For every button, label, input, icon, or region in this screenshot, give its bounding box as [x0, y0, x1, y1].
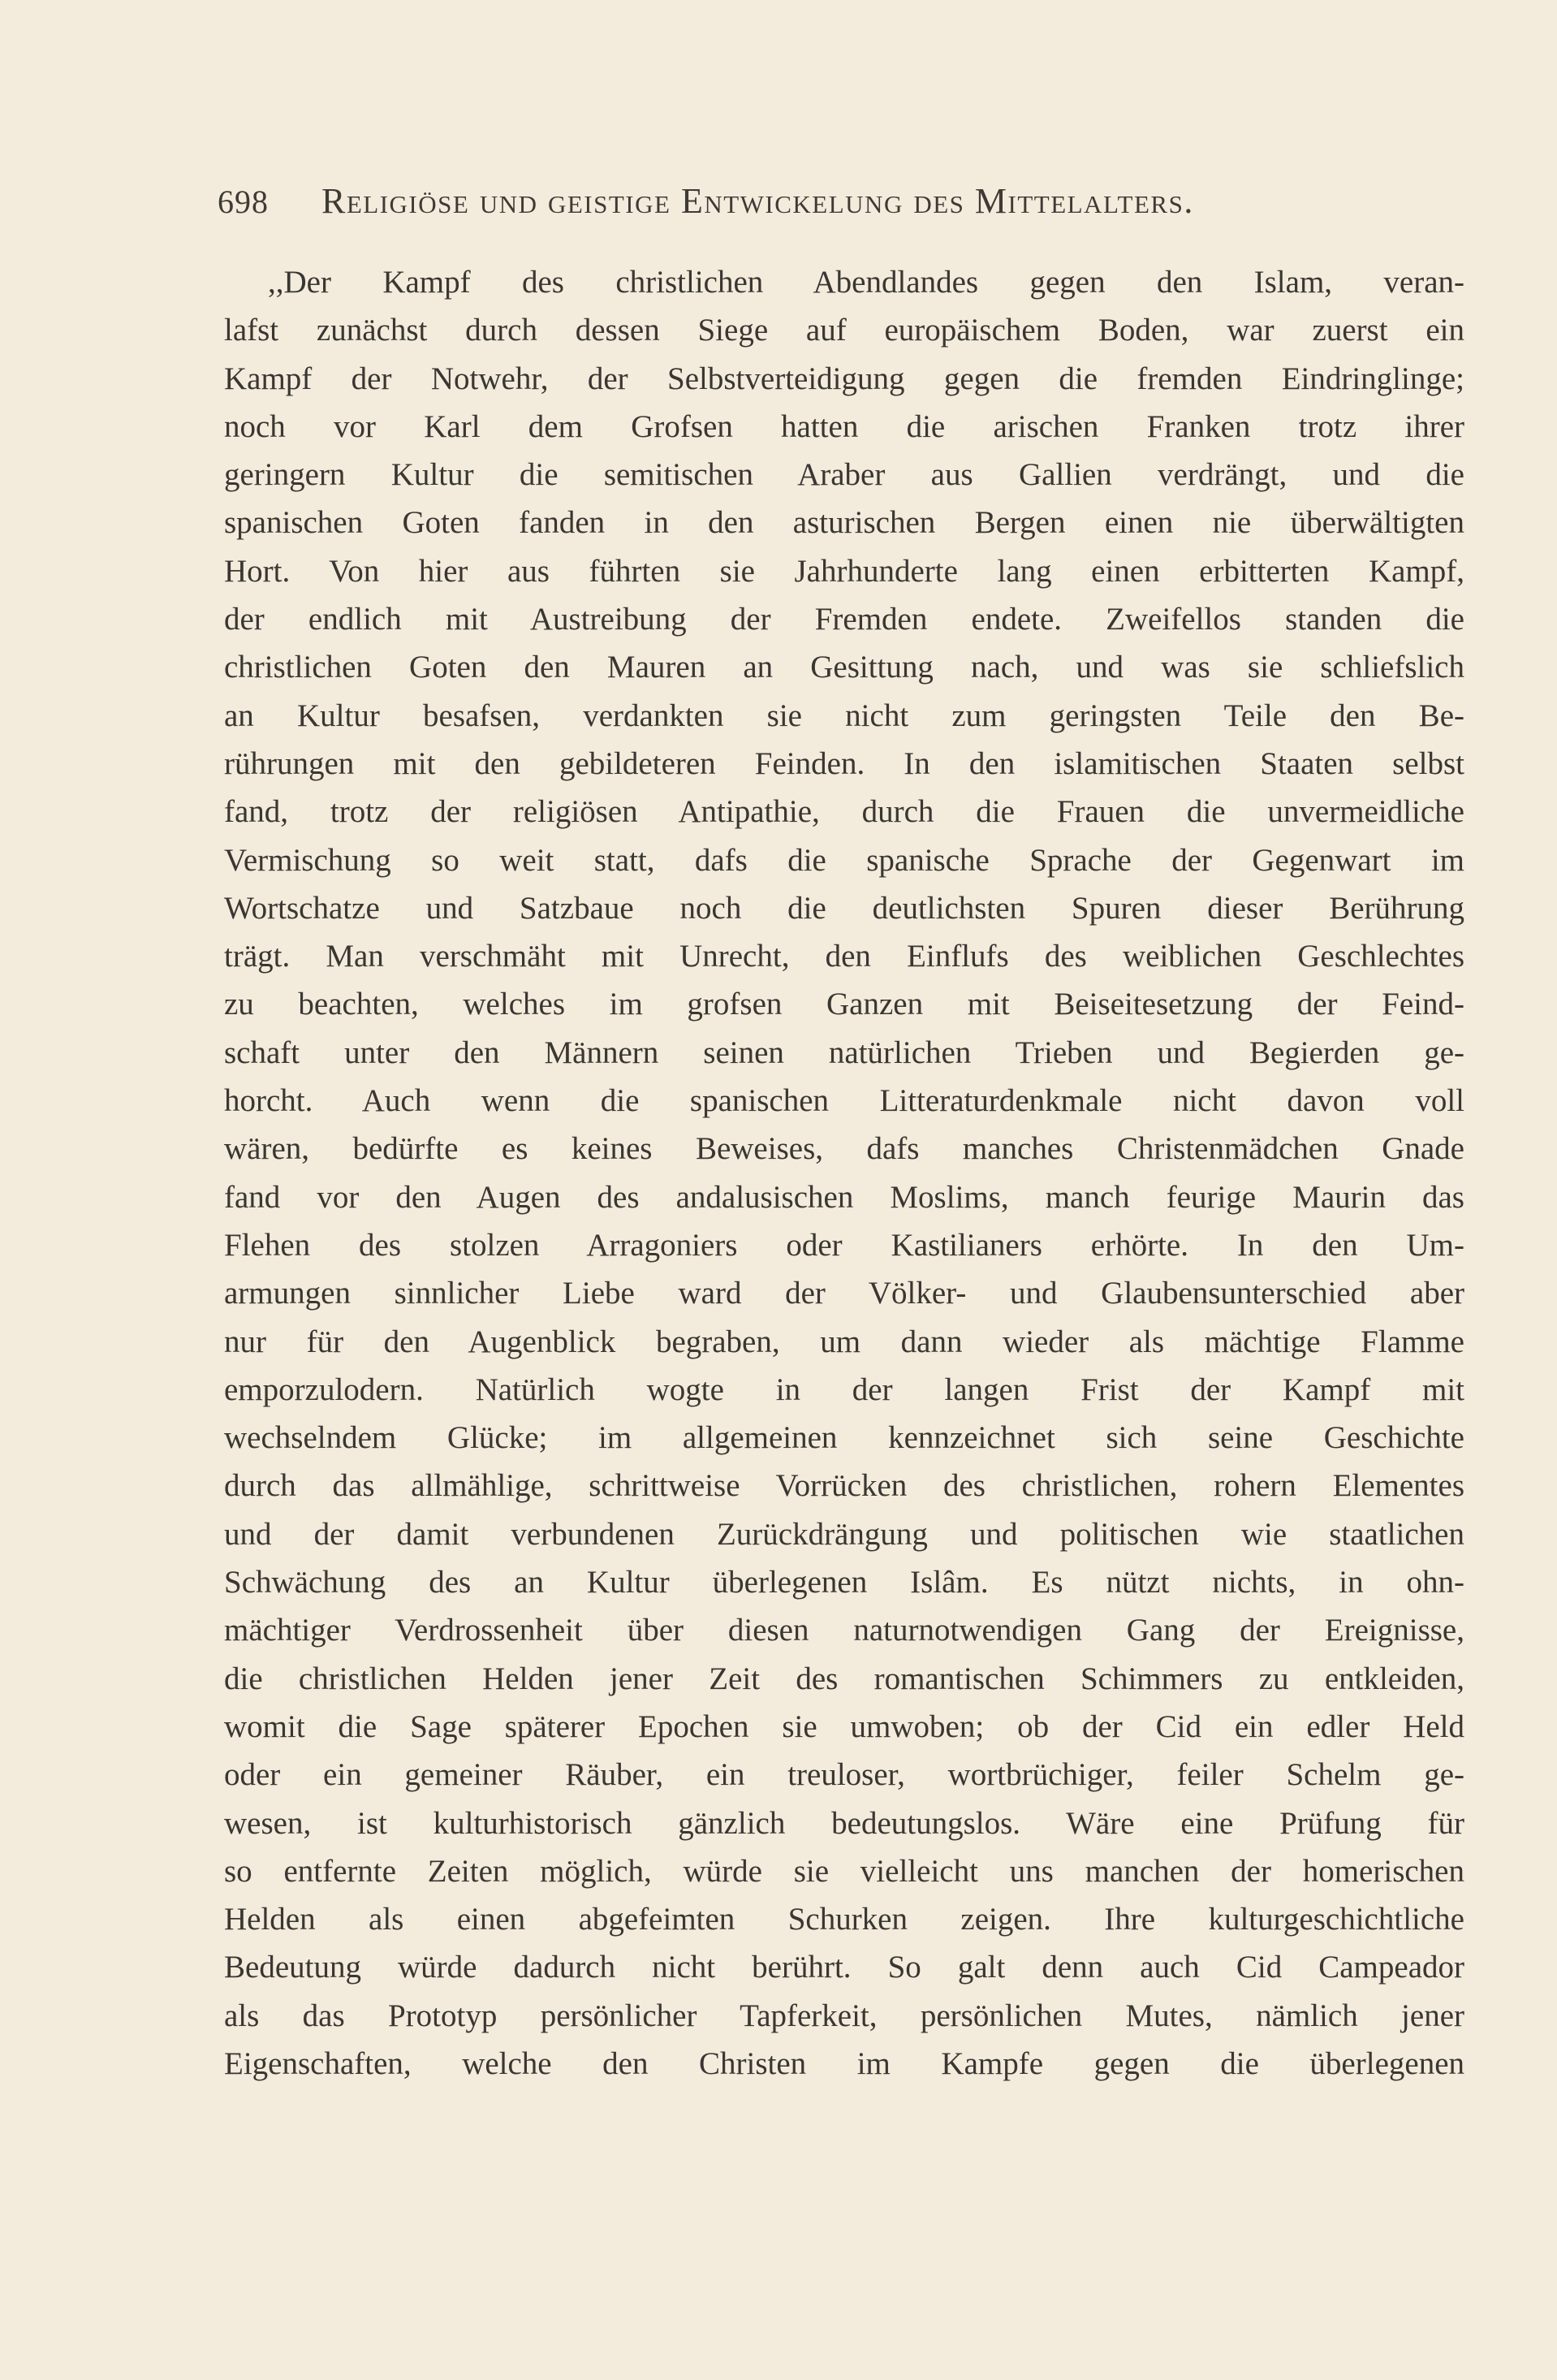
text-line: und der damit verbundenen Zurückdrängung und politischen wie staatlichen	[224, 1516, 1464, 1552]
text-line: Vermischung so weit statt, dafs die spanische Sprache der Gegenwart im	[224, 842, 1464, 878]
text-line: Schwächung des an Kultur überlegenen Islâm. Es nützt nichts, in ohn-	[224, 1565, 1464, 1600]
text-line: trägt. Man verschmäht mit Unrecht, den Einflufs des weiblichen Geschlechtes	[224, 939, 1464, 974]
text-line: geringern Kultur die semitischen Araber aus Gallien verdrängt, und die	[224, 457, 1464, 493]
text-line: rührungen mit den gebildeteren Feinden. In den islamitischen Staaten selbst	[224, 745, 1464, 781]
text-line: noch vor Karl dem Grofsen hatten die arischen Franken trotz ihrer	[224, 408, 1464, 444]
text-line: Bedeutung würde dadurch nicht berührt. So galt denn auch Cid Campeador	[224, 1950, 1464, 1985]
text-line: Kampf der Notwehr, der Selbstverteidigung gegen die fremden Eindringlinge;	[224, 361, 1464, 396]
text-line: fand vor den Augen des andalusischen Moslims, manch feurige Maurin das	[224, 1179, 1464, 1215]
text-line: schaft unter den Männern seinen natürlichen Trieben und Begierden ge-	[224, 1035, 1464, 1070]
text-line: horcht. Auch wenn die spanischen Litteraturdenkmale nicht davon voll	[224, 1083, 1464, 1119]
text-line: wären, bedürfte es keines Beweises, dafs manches Christenmädchen Gnade	[224, 1131, 1464, 1167]
text-line: fand, trotz der religiösen Antipathie, durch die Frauen die unvermeidliche	[224, 794, 1464, 830]
text-line: ,,Der Kampf des christlichen Abendlandes gegen den Islam, veran-	[268, 265, 1464, 300]
text-line: nur für den Augenblick begraben, um dann wieder als mächtige Flamme	[224, 1324, 1464, 1359]
body-text	[224, 258, 1464, 2088]
text-line: Hort. Von hier aus führten sie Jahrhunderte lang einen erbitterten Kampf,	[224, 553, 1464, 589]
text-line: oder ein gemeiner Räuber, ein treuloser, wortbrüchiger, feiler Schelm ge-	[224, 1757, 1464, 1793]
text-line: Eigenschaften, welche den Christen im Kampfe gegen die überlegenen	[224, 2045, 1464, 2081]
text-line: emporzulodern. Natürlich wogte in der langen Frist der Kampf mit	[224, 1371, 1464, 1407]
page-number: 698	[218, 184, 269, 220]
text-line: mächtiger Verdrossenheit über diesen naturnotwendigen Gang der Ereignisse,	[224, 1613, 1464, 1648]
text-line: als das Prototyp persönlicher Tapferkeit, persönlichen Mutes, nämlich jener	[224, 1998, 1464, 2033]
text-line: Wortschatze und Satzbaue noch die deutlichsten Spuren dieser Berührung	[224, 890, 1464, 926]
text-line: lafst zunächst durch dessen Siege auf europäischem Boden, war zuerst ein	[224, 313, 1464, 348]
text-line: so entfernte Zeiten möglich, würde sie vielleicht uns manchen der homerischen	[224, 1853, 1464, 1889]
running-head-title: Religiöse und geistige Entwickelung des Mittelalters.	[321, 181, 1194, 221]
text-line: womit die Sage späterer Epochen sie umwoben; ob der Cid ein edler Held	[224, 1708, 1464, 1744]
text-line: spanischen Goten fanden in den asturischen Bergen einen nie überwältigten	[224, 505, 1464, 541]
text-line: durch das allmählige, schrittweise Vorrücken des christlichen, rohern Elementes	[224, 1468, 1464, 1504]
text-line: wesen, ist kulturhistorisch gänzlich bedeutungslos. Wäre eine Prüfung für	[224, 1805, 1464, 1841]
text-line: an Kultur besafsen, verdankten sie nicht zum geringsten Teile den Be-	[224, 698, 1464, 733]
text-line: christlichen Goten den Mauren an Gesittung nach, und was sie schliefslich	[224, 650, 1464, 685]
text-line: die christlichen Helden jener Zeit des romantischen Schimmers zu entkleiden,	[224, 1661, 1464, 1696]
text-line: Flehen des stolzen Arragoniers oder Kastilianers erhörte. In den Um-	[224, 1227, 1464, 1263]
text-line: Helden als einen abgefeimten Schurken zeigen. Ihre kulturgeschichtliche	[224, 1902, 1464, 1937]
text-line: wechselndem Glücke; im allgemeinen kennzeichnet sich seine Geschichte	[224, 1420, 1464, 1456]
running-head	[218, 180, 1468, 229]
text-line: armungen sinnlicher Liebe ward der Völker- und Glaubensunterschied aber	[224, 1276, 1464, 1311]
text-line: der endlich mit Austreibung der Fremden endete. Zweifellos standen die	[224, 602, 1464, 637]
text-line: zu beachten, welches im grofsen Ganzen mit Beiseitesetzung der Feind-	[224, 987, 1464, 1022]
